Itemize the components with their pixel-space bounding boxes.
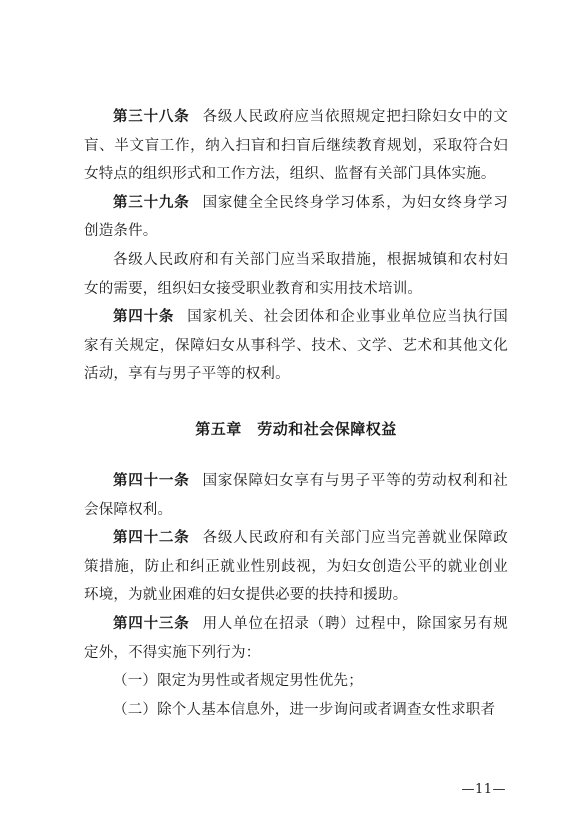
article-43-text: 用人单位在招录（聘）过程中，除国家另有规定外，不得实施下列行为：: [84, 615, 509, 661]
article-39-continuation-text: 各级人民政府和有关部门应当采取措施，根据城镇和农村妇女的需要，组织妇女接受职业教育和实用技术培训。: [84, 251, 508, 297]
article-38-text: 各级人民政府应当依照规定把扫除妇女中的文盲、半文盲工作，纳入扫盲和扫盲后继续教育规划，采取符合妇女特点的组织形式和工作方法，组织、监督有关部门具体实施。: [84, 109, 509, 183]
article-43-item-1: [84, 667, 508, 696]
article-39-continuation-paragraph: [84, 246, 508, 303]
article-41-text: 国家保障妇女享有与男子平等的劳动权利和社会保障权利。: [84, 472, 509, 518]
chapter-heading: 第五章 劳动和社会保障权益: [195, 419, 397, 438]
article-40-paragraph: [84, 303, 508, 389]
article-43-item-2-text: （二）除个人基本信息外，进一步询问或者调查女性求职者: [113, 701, 496, 718]
article-42-paragraph: [84, 524, 508, 610]
article-41-paragraph: [84, 467, 508, 524]
article-40-number: 第四十条: [113, 309, 175, 326]
document-body: [84, 103, 508, 724]
article-38-number: 第三十八条: [113, 109, 190, 125]
article-39-text: 国家健全全民终身学习体系，为妇女终身学习创造条件。: [84, 194, 509, 240]
article-40-text: 国家机关、社会团体和企业事业单位应当执行国家有关规定，保障妇女从事科学、技术、文学、艺术和其他文化活动，享有与男子平等的权利。: [84, 309, 508, 383]
page-number: —11—: [461, 782, 506, 797]
article-42-text: 各级人民政府和有关部门应当完善就业保障政策措施，防止和纠正就业性别歧视，为妇女创造公平的就业创业环境，为就业困难的妇女提供必要的扶持和援助。: [84, 530, 509, 604]
article-41-number: 第四十一条: [113, 472, 190, 489]
article-43-item-2: [84, 696, 508, 725]
article-39-paragraph: [84, 189, 508, 246]
article-43-item-1-text: （一）限定为男性或者规定男性优先；: [113, 673, 363, 690]
article-38-paragraph: [84, 103, 508, 189]
article-39-number: 第三十九条: [113, 194, 190, 211]
article-43-paragraph: [84, 610, 508, 667]
article-42-number: 第四十二条: [113, 530, 190, 547]
article-43-number: 第四十三条: [113, 615, 190, 632]
